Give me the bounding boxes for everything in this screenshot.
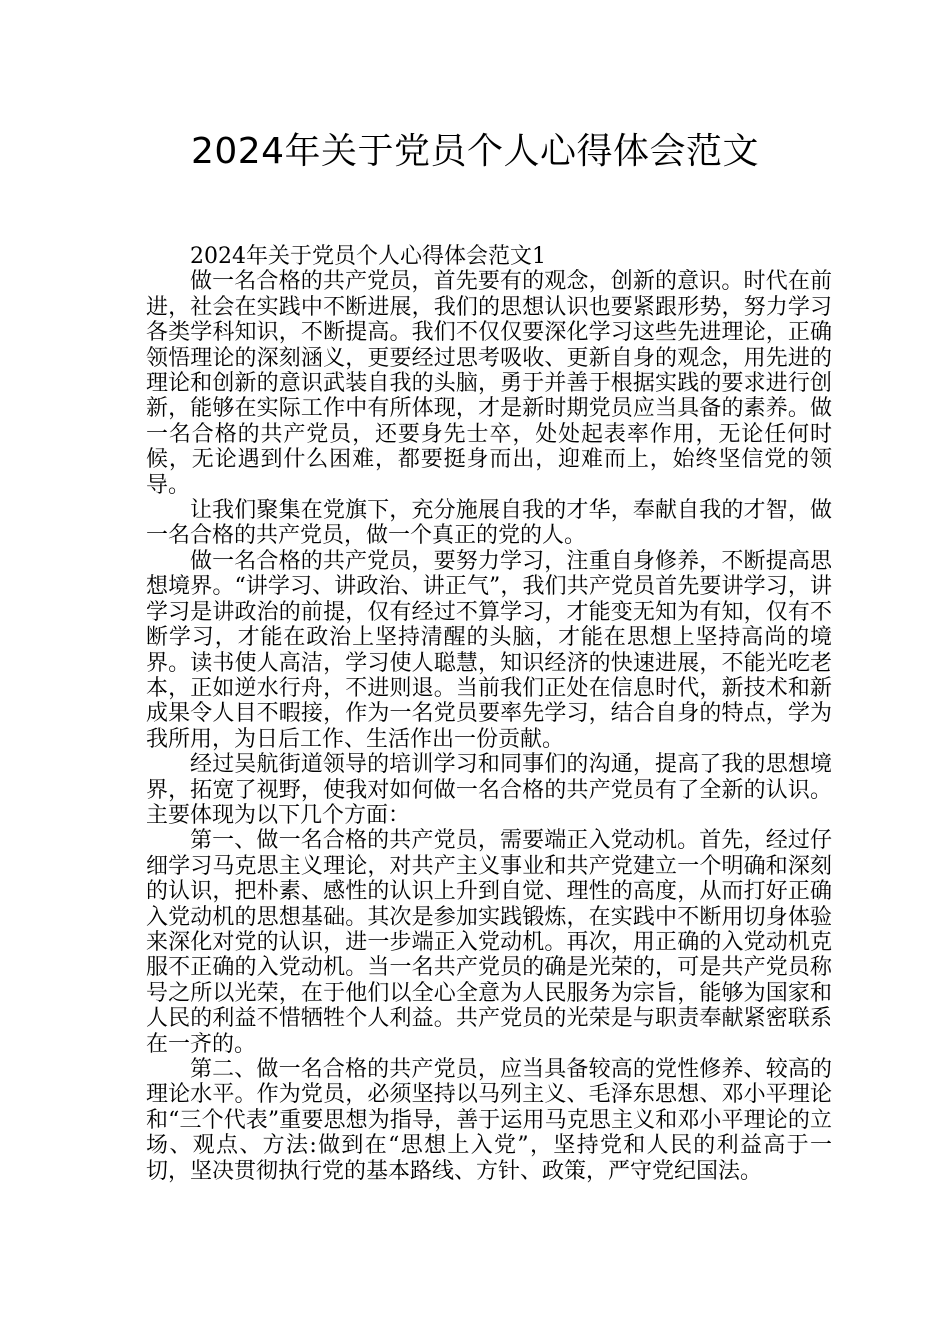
paragraph: 做一名合格的共产党员，首先要有的观念，创新的意识。时代在前进，社会在实践中不断进展，我们的思想认识也要紧跟形势，努力学习各类学科知识，不断提高。我们不仅仅要深化学习这些先进理论，正确领悟理论的深刻涵义，更要经过思考吸收、更新自身的观念，用先进的理论和创新的意识武装自我的头脑，勇于并善于根据实践的要求进行创新，能够在实际工作中有所体现，才是新时期党员应当具备的素养。做一名合格的共产党员，还要身先士卒，处处起表率作用，无论任何时候，无论遇到什么困难，都要挺身而出，迎难而上，始终坚信党的领导。	[146, 269, 832, 498]
paragraph: 做一名合格的共产党员，要努力学习，注重自身修养，不断提高思想境界。“讲学习、讲政治、讲正气”，我们共产党员首先要讲学习，讲学习是讲政治的前提，仅有经过不算学习，才能变无知为有知，仅有不断学习，才能在政治上坚持清醒的头脑，才能在思想上坚持高尚的境界。读书使人高洁，学习使人聪慧，知识经济的快速进展，不能光吃老本，正如逆水行舟，不进则退。当前我们正处在信息时代，新技术和新成果令人目不暇接，作为一名党员要率先学习，结合自身的特点，学为我所用，为日后工作、生活作出一份贡献。	[146, 548, 832, 752]
paragraph: 经过吴航街道领导的培训学习和同事们的沟通，提高了我的思想境界，拓宽了视野，使我对如何做一名合格的共产党员有了全新的认识。主要体现为以下几个方面：	[146, 752, 832, 828]
document-subtitle: 2024年关于党员个人心得体会范文1	[190, 244, 546, 269]
paragraph: 让我们聚集在党旗下，充分施展自我的才华，奉献自我的才智，做一名合格的共产党员，做一个真正的党的人。	[146, 498, 832, 549]
paragraph: 第二、做一名合格的共产党员，应当具备较高的党性修养、较高的理论水平。作为党员，必须坚持以马列主义、毛泽东思想、邓小平理论和“三个代表”重要思想为指导，善于运用马克思主义和邓小平理论的立场、观点、方法:做到在“思想上入党”，坚持党和人民的利益高于一切，坚决贯彻执行党的基本路线、方针、政策，严守党纪国法。	[146, 1057, 832, 1184]
paragraph: 第一、做一名合格的共产党员，需要端正入党动机。首先，经过仔细学习马克思主义理论，对共产主义事业和共产党建立一个明确和深刻的认识，把朴素、感性的认识上升到自觉、理性的高度，从而打好正确入党动机的思想基础。其次是参加实践锻炼，在实践中不断用切身体验来深化对党的认识，进一步端正入党动机。再次，用正确的入党动机克服不正确的入党动机。当一名共产党员的确是光荣的，可是共产党员称号之所以光荣，在于他们以全心全意为人民服务为宗旨，能够为国家和人民的利益不惜牺牲个人利益。共产党员的光荣是与职责奉献紧密联系在一齐的。	[146, 828, 832, 1057]
document-title: 2024年关于党员个人心得体会范文	[190, 131, 760, 172]
document-body	[146, 244, 832, 1184]
